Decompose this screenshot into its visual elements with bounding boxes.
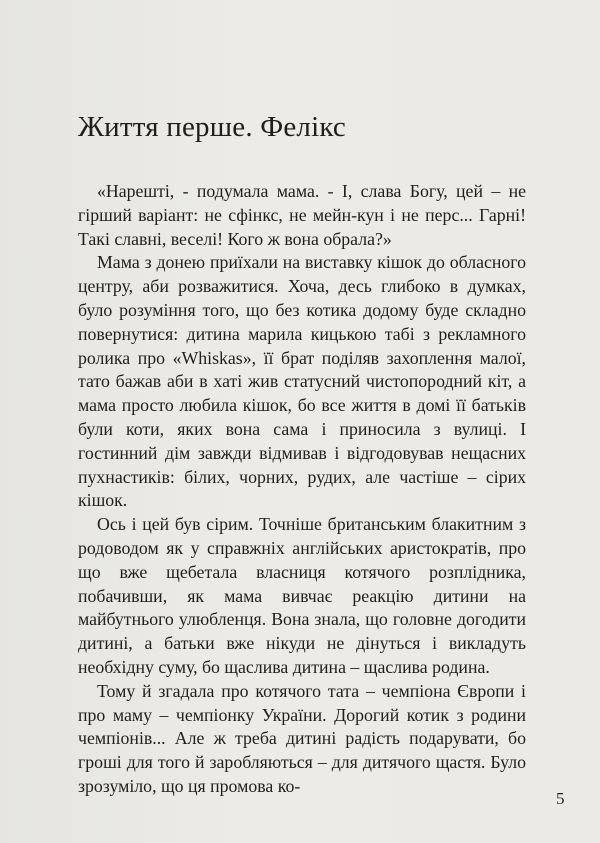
paragraph: Мама з донею приїхали на виставку кішок до обласного центру, аби розважитися. Хоча, десь глибоко в думках, було розуміння того, що без котика додому буде складно повернутися: дитина марила кицькою табі з рекламного ролика про «Whiskas», її брат поділяв захоплення малої, тато бажав аби в хаті жив статусний чистопородний кіт, а мама просто любила кішок, бо все життя в домі її батьків були коти, яких вона сама і приносила з вулиці. І гостинний дім завжди відмивав і відгодовував нещасних пухнастиків: білих, чорних, рудих, але частіше – сірих кішок. bbox=[78, 252, 526, 511]
paragraph: Тому й згадала про котячого тата – чемпіона Європи і про маму – чемпіонку України. Дорогий котик з родини чемпіонів... Але ж треба дитині радість подарувати, бо гроші для того й заробляються – для дитячого щастя. Було зрозуміло, що ця промова ко- bbox=[78, 680, 526, 796]
body-text bbox=[78, 180, 526, 799]
paragraph: Ось і цей був сірим. Точніше британським блакитним з родоводом як у справжніх англійських аристократів, про що вже щебетала власниця котячого розплідника, побачивши, як мама вивчає реакцію дитини на майбутнього улюбленця. Вона знала, що головне догодити дитині, а батьки вже нікуди не дінуться і викладуть необхідну суму, бо щаслива дитина – щаслива родина. bbox=[78, 514, 526, 677]
paragraph: «Нарешті, - подумала мама. - І, слава Богу, цей – не гірший варіант: не сфінкс, не мейн-кун і не перс... Гарні! Такі славні, веселі! Кого ж вона обрала?» bbox=[78, 181, 526, 249]
chapter-title: Життя перше. Фелікс bbox=[78, 111, 347, 143]
page-number: 5 bbox=[556, 789, 565, 808]
